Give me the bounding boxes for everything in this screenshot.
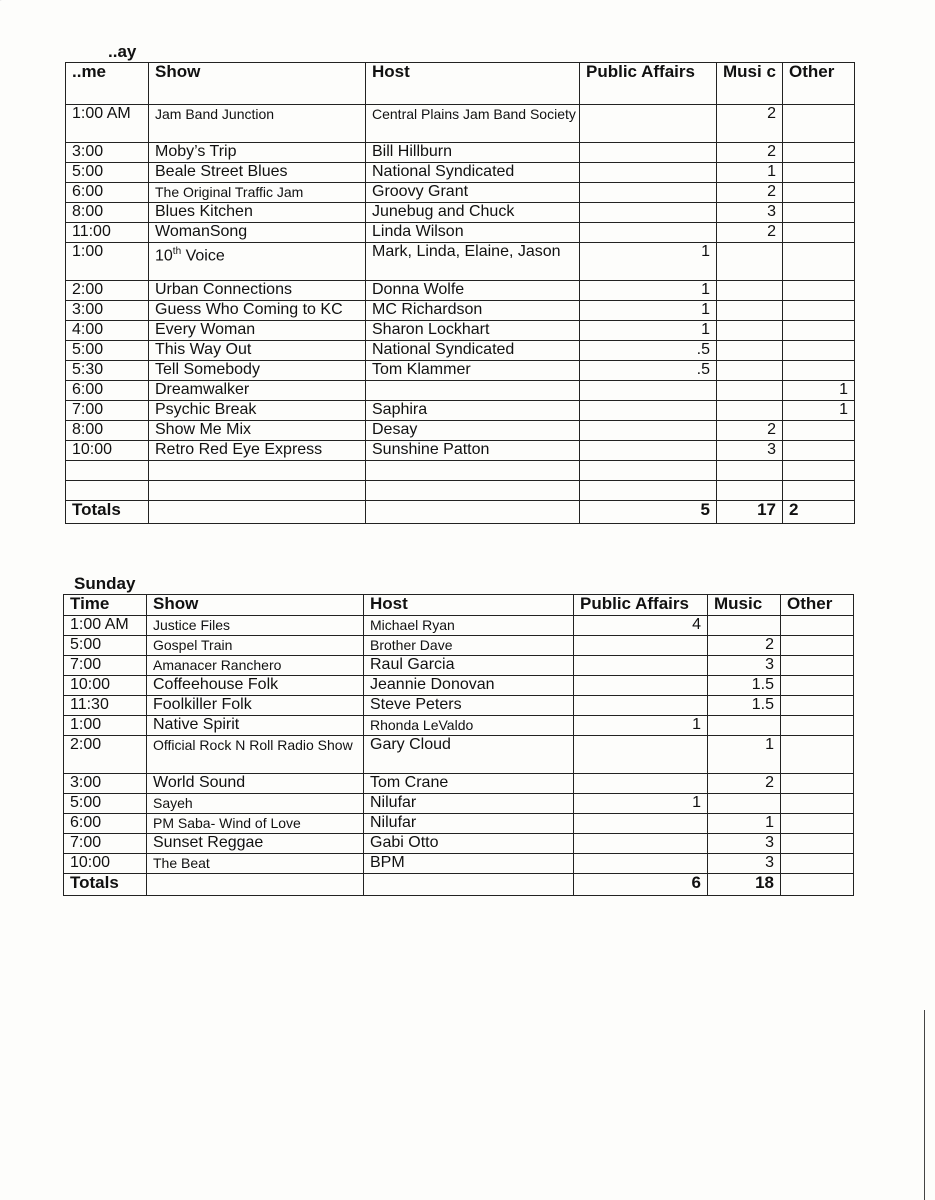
cell-host: National Syndicated: [366, 163, 580, 183]
table-row: [66, 481, 855, 501]
cell-music: 1: [708, 814, 781, 834]
cell-time: 3:00: [66, 143, 149, 163]
cell-public-affairs: [580, 441, 717, 461]
cell-public-affairs: [574, 834, 708, 854]
cell-music: 1.5: [708, 676, 781, 696]
cell-music: [708, 716, 781, 736]
header-host: Host: [366, 63, 580, 105]
cell-music: 2: [717, 183, 783, 203]
cell-show: Jam Band Junction: [149, 105, 366, 143]
cell-host: BPM: [364, 854, 574, 874]
header-music: Music: [708, 595, 781, 616]
table-header-row: [64, 595, 854, 616]
totals-other: [781, 874, 854, 896]
cell-show: Coffeehouse Folk: [147, 676, 364, 696]
cell-public-affairs: [580, 461, 717, 481]
table-row: [66, 223, 855, 243]
cell-host: Gabi Otto: [364, 834, 574, 854]
cell-music: 3: [708, 656, 781, 676]
cell-music: [708, 616, 781, 636]
header-show: Show: [149, 63, 366, 105]
cell-show: Retro Red Eye Express: [149, 441, 366, 461]
cell-public-affairs: [580, 105, 717, 143]
cell-music: 2: [717, 223, 783, 243]
table-row: [64, 774, 854, 794]
table-row: [66, 163, 855, 183]
cell-public-affairs: [574, 636, 708, 656]
cell-time: 1:00 AM: [64, 616, 147, 636]
cell-music: [708, 794, 781, 814]
cell-other: [781, 794, 854, 814]
cell-show: Every Woman: [149, 321, 366, 341]
table-row: [66, 361, 855, 381]
cell-host: [366, 461, 580, 481]
cell-time: 11:00: [66, 223, 149, 243]
cell-public-affairs: [574, 656, 708, 676]
cell-time: 2:00: [64, 736, 147, 774]
scan-edge-line: [924, 1010, 925, 1200]
cell-music: [717, 301, 783, 321]
cell-time: 11:30: [64, 696, 147, 716]
sunday-title: Sunday: [74, 574, 136, 593]
cell-show: [149, 481, 366, 501]
totals-label: Totals: [66, 501, 149, 524]
cell-public-affairs: [574, 736, 708, 774]
table-row: [64, 656, 854, 676]
cell-host: MC Richardson: [366, 301, 580, 321]
cell-other: [783, 341, 855, 361]
cell-time: 3:00: [64, 774, 147, 794]
cell-host: Desay: [366, 421, 580, 441]
cell-host: Linda Wilson: [366, 223, 580, 243]
cell-music: 2: [717, 143, 783, 163]
cell-other: [781, 696, 854, 716]
cell-host: Sunshine Patton: [366, 441, 580, 461]
cell-public-affairs: [574, 696, 708, 716]
cell-other: [781, 774, 854, 794]
cell-host: Steve Peters: [364, 696, 574, 716]
totals-public-affairs: 6: [574, 874, 708, 896]
cell-show: Urban Connections: [149, 281, 366, 301]
cell-music: 1: [708, 736, 781, 774]
table-row: [66, 143, 855, 163]
cell-show: Sunset Reggae: [147, 834, 364, 854]
cell-music: [717, 341, 783, 361]
header-public-affairs: Public Affairs: [580, 63, 717, 105]
table-row: [64, 696, 854, 716]
cell-other: [783, 441, 855, 461]
cell-music: 2: [708, 774, 781, 794]
table-row: [64, 854, 854, 874]
saturday-title: ..ay: [108, 42, 137, 61]
cell-time: 2:00: [66, 281, 149, 301]
totals-music: 17: [717, 501, 783, 524]
cell-time: 10:00: [64, 676, 147, 696]
cell-other: [783, 361, 855, 381]
cell-other: [781, 834, 854, 854]
cell-show: Beale Street Blues: [149, 163, 366, 183]
header-host: Host: [364, 595, 574, 616]
cell-time: 5:00: [66, 341, 149, 361]
cell-public-affairs: 1: [580, 301, 717, 321]
cell-other: [783, 163, 855, 183]
table-row: [66, 341, 855, 361]
cell-host: Michael Ryan: [364, 616, 574, 636]
cell-music: [717, 281, 783, 301]
cell-public-affairs: [580, 421, 717, 441]
cell-host: Nilufar: [364, 814, 574, 834]
cell-show: This Way Out: [149, 341, 366, 361]
cell-host: Jeannie Donovan: [364, 676, 574, 696]
cell-show: Sayeh: [147, 794, 364, 814]
cell-show: Guess Who Coming to KC: [149, 301, 366, 321]
cell-host: Donna Wolfe: [366, 281, 580, 301]
cell-music: 3: [708, 854, 781, 874]
cell-time: 1:00 AM: [66, 105, 149, 143]
cell-music: 2: [717, 421, 783, 441]
cell-time: 5:00: [64, 636, 147, 656]
cell-other: [781, 854, 854, 874]
cell-public-affairs: [580, 381, 717, 401]
cell-time: [66, 461, 149, 481]
totals-row: [66, 501, 855, 524]
cell-show: Amanacer Ranchero: [147, 656, 364, 676]
cell-host: [366, 381, 580, 401]
cell-other: [781, 636, 854, 656]
cell-host: [366, 481, 580, 501]
cell-other: [781, 716, 854, 736]
cell-public-affairs: [580, 183, 717, 203]
cell-show: WomanSong: [149, 223, 366, 243]
cell-public-affairs: 1: [580, 281, 717, 301]
cell-host: Groovy Grant: [366, 183, 580, 203]
cell-music: [717, 461, 783, 481]
cell-music: 3: [717, 203, 783, 223]
cell-public-affairs: [574, 774, 708, 794]
cell-music: 2: [708, 636, 781, 656]
cell-other: [781, 814, 854, 834]
cell-other: [783, 143, 855, 163]
cell-time: 3:00: [66, 301, 149, 321]
cell-host: Tom Klammer: [366, 361, 580, 381]
header-other: Other: [781, 595, 854, 616]
totals-label: Totals: [64, 874, 147, 896]
cell-other: [783, 281, 855, 301]
cell-time: 5:00: [66, 163, 149, 183]
cell-other: [783, 105, 855, 143]
totals-row: [64, 874, 854, 896]
cell-host: Junebug and Chuck: [366, 203, 580, 223]
table-row: [64, 636, 854, 656]
cell-public-affairs: 4: [574, 616, 708, 636]
cell-music: [717, 361, 783, 381]
cell-music: [717, 401, 783, 421]
totals-music: 18: [708, 874, 781, 896]
cell-show: Show Me Mix: [149, 421, 366, 441]
cell-public-affairs: [580, 401, 717, 421]
cell-show: Official Rock N Roll Radio Show: [147, 736, 364, 774]
table-row: [64, 676, 854, 696]
cell-music: 1: [717, 163, 783, 183]
header-public-affairs: Public Affairs: [574, 595, 708, 616]
cell-show: Dreamwalker: [149, 381, 366, 401]
cell-host: Tom Crane: [364, 774, 574, 794]
table-row: [64, 794, 854, 814]
table-row: [66, 401, 855, 421]
cell-other: [781, 656, 854, 676]
cell-show: Blues Kitchen: [149, 203, 366, 223]
cell-other: [783, 243, 855, 281]
cell-public-affairs: [574, 814, 708, 834]
table-row: [64, 716, 854, 736]
cell-public-affairs: [574, 854, 708, 874]
cell-host: Rhonda LeValdo: [364, 716, 574, 736]
cell-time: 8:00: [66, 421, 149, 441]
cell-host: National Syndicated: [366, 341, 580, 361]
cell-other: 1: [783, 381, 855, 401]
cell-time: 10:00: [66, 441, 149, 461]
cell-other: [783, 321, 855, 341]
cell-host: Nilufar: [364, 794, 574, 814]
table-header-row: [66, 63, 855, 105]
cell-other: [783, 481, 855, 501]
table-row: [64, 834, 854, 854]
header-time: ..me: [66, 63, 149, 105]
table-row: [66, 243, 855, 281]
cell-music: 3: [708, 834, 781, 854]
totals-public-affairs: 5: [580, 501, 717, 524]
cell-time: 1:00: [66, 243, 149, 281]
cell-public-affairs: 1: [580, 243, 717, 281]
table-row: [64, 616, 854, 636]
cell-other: 1: [783, 401, 855, 421]
cell-show: 10th Voice: [149, 243, 366, 281]
cell-other: [781, 616, 854, 636]
cell-other: [783, 223, 855, 243]
cell-host: Mark, Linda, Elaine, Jason: [366, 243, 580, 281]
cell-show: Justice Files: [147, 616, 364, 636]
paper-fold-mark: [0, 0, 226, 22]
table-row: [66, 381, 855, 401]
table-row: [66, 421, 855, 441]
totals-other: 2: [783, 501, 855, 524]
cell-public-affairs: 1: [574, 794, 708, 814]
cell-public-affairs: [580, 223, 717, 243]
table-row: [64, 736, 854, 774]
cell-other: [783, 183, 855, 203]
cell-music: [717, 381, 783, 401]
table-row: [66, 203, 855, 223]
cell-time: 1:00: [64, 716, 147, 736]
cell-public-affairs: [574, 676, 708, 696]
cell-music: 3: [717, 441, 783, 461]
cell-show: The Beat: [147, 854, 364, 874]
cell-time: 6:00: [64, 814, 147, 834]
cell-time: 8:00: [66, 203, 149, 223]
table-row: [66, 461, 855, 481]
cell-public-affairs: .5: [580, 361, 717, 381]
sunday-schedule-table: [63, 594, 854, 896]
table-row: [66, 321, 855, 341]
cell-host: Central Plains Jam Band Society: [366, 105, 580, 143]
cell-public-affairs: [580, 481, 717, 501]
cell-show: Psychic Break: [149, 401, 366, 421]
cell-music: 2: [717, 105, 783, 143]
cell-music: [717, 481, 783, 501]
cell-show: [149, 461, 366, 481]
cell-public-affairs: .5: [580, 341, 717, 361]
cell-host: Sharon Lockhart: [366, 321, 580, 341]
cell-other: [783, 421, 855, 441]
cell-host: Raul Garcia: [364, 656, 574, 676]
cell-music: [717, 243, 783, 281]
cell-time: 7:00: [64, 834, 147, 854]
cell-time: 7:00: [64, 656, 147, 676]
cell-host: Bill Hillburn: [366, 143, 580, 163]
table-row: [66, 281, 855, 301]
cell-host: Brother Dave: [364, 636, 574, 656]
cell-music: 1.5: [708, 696, 781, 716]
table-row: [66, 441, 855, 461]
header-show: Show: [147, 595, 364, 616]
cell-show: The Original Traffic Jam: [149, 183, 366, 203]
cell-time: 10:00: [64, 854, 147, 874]
cell-show: Gospel Train: [147, 636, 364, 656]
cell-show: PM Saba- Wind of Love: [147, 814, 364, 834]
cell-time: 6:00: [66, 381, 149, 401]
table-row: [66, 301, 855, 321]
table-row: [66, 105, 855, 143]
header-time: Time: [64, 595, 147, 616]
cell-time: 4:00: [66, 321, 149, 341]
cell-host: Gary Cloud: [364, 736, 574, 774]
cell-other: [783, 203, 855, 223]
cell-public-affairs: 1: [574, 716, 708, 736]
cell-show: Native Spirit: [147, 716, 364, 736]
header-music: Musi c: [717, 63, 783, 105]
saturday-schedule-table: [65, 62, 855, 524]
cell-time: 6:00: [66, 183, 149, 203]
cell-public-affairs: [580, 143, 717, 163]
cell-time: 7:00: [66, 401, 149, 421]
cell-music: [717, 321, 783, 341]
header-other: Other: [783, 63, 855, 105]
cell-show: Foolkiller Folk: [147, 696, 364, 716]
cell-time: 5:30: [66, 361, 149, 381]
cell-public-affairs: [580, 203, 717, 223]
cell-show: World Sound: [147, 774, 364, 794]
cell-other: [781, 676, 854, 696]
cell-time: [66, 481, 149, 501]
cell-show: Moby’s Trip: [149, 143, 366, 163]
cell-other: [781, 736, 854, 774]
cell-other: [783, 301, 855, 321]
cell-other: [783, 461, 855, 481]
cell-show: Tell Somebody: [149, 361, 366, 381]
cell-host: Saphira: [366, 401, 580, 421]
table-row: [64, 814, 854, 834]
cell-public-affairs: 1: [580, 321, 717, 341]
cell-time: 5:00: [64, 794, 147, 814]
table-row: [66, 183, 855, 203]
cell-public-affairs: [580, 163, 717, 183]
